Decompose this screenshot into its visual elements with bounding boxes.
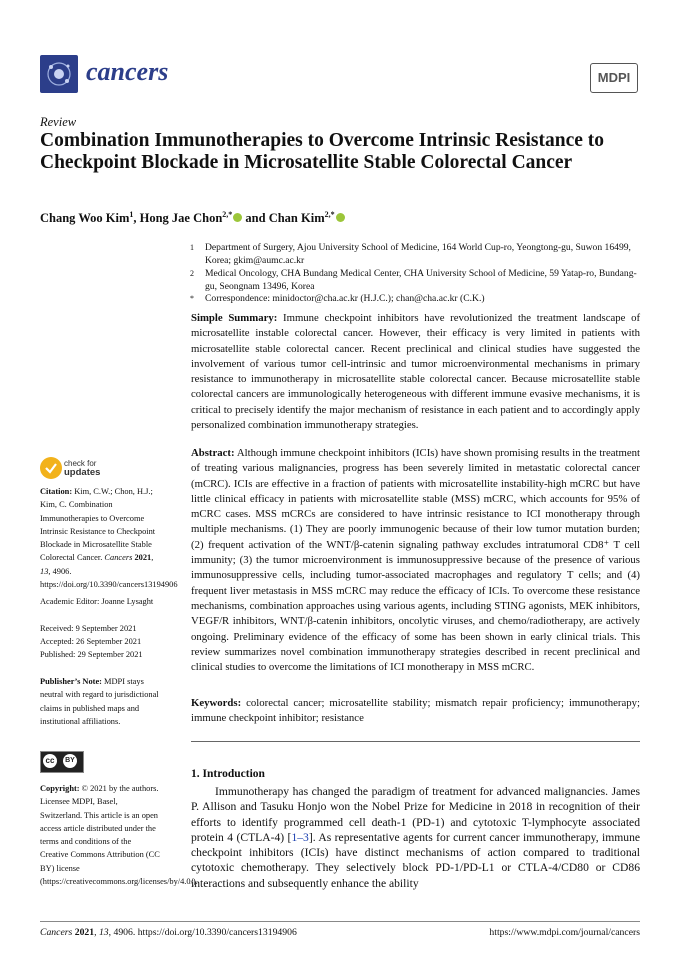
author-name: Hong Jae Chon: [139, 211, 223, 226]
published-date: Published: 29 September 2021: [40, 650, 143, 659]
footer-citation: Cancers 2021, 13, 4906. https://doi.org/10.3390/cancers13194906: [40, 927, 297, 938]
intro-paragraph: Immunotherapy has changed the paradigm of treatment for advanced malignancies. James P. Allison and Tasuku Honjo won the Nobel Prize for Medicine in 2018 in recognition of their efforts to identify programmed cell death-1 (PD-1) and cytotoxic T-lymphocyte associated protein 4 (CTLA-4) [1–3]. As representative agents for current cancer immunotherapy, immune checkpoint inhibitors (ICIs) have distinct mechanisms of action compared to traditional cytotoxic chemotherapy. They selectively block PD-1/PD-L1 or CTLA-4/CD80 or CD86 interactions and subsequently enhance the ability: [191, 785, 641, 890]
article-title: Combination Immunotherapies to Overcome Intrinsic Resistance to Checkpoint Blockade in Microsatellite Stable Colorectal Cancer: [40, 130, 605, 173]
cc-by-license-icon[interactable]: cc BY: [40, 751, 84, 773]
check-for-updates-label[interactable]: check for updates: [64, 459, 101, 478]
publisher-note: Publisher’s Note: MDPI stays neutral with regard to jurisdictional claims in published maps and institutional affiliations.: [40, 677, 159, 726]
simple-summary: Simple Summary: Immune checkpoint inhibitors have revolutionized the treatment landscape of microsatellite instable colorectal cancer. However, their efficacy is very limited in patients with microsatellite stable colorectal cancer. Recent preclinical and clinical studies have suggested the involvement of various tumor cell-intrinsic and tumor microenvironmental mechanisms in primary resistance to immunotherapy in microsatellite stable colorectal cancer. Because microsatellite stable colorectal cancers are immunologically heterogeneous with different immune evasive mechanisms, it is critical to precisely identify the major mechanism of resistance in each patient and to accordingly apply personalized combination immunotherapy strategies.: [191, 312, 641, 432]
section-heading: 1. Introduction: [191, 768, 265, 780]
citation: Citation: Kim, C.W.; Chon, H.J.; Kim, C. Combination Immunotherapies to Overcome Intrinsic Resistance to Checkpoint Blockade in Microsatellite Stable Colorectal Cancer. Cancers 2021, 13, 4906. https://doi.org/10.3390/cancers13194906: [40, 487, 178, 590]
journal-name[interactable]: cancers: [86, 57, 169, 86]
abstract: Abstract: Although immune checkpoint inhibitors (ICIs) have shown promising results in the treatment of treating various malignancies, progress has been severely limited in metastatic colorectal cancer (mCRC). ICIs are effective in a fraction of patients with microsatellite instability-high mCRC but have little clinical efficacy in patients with microsatellite stable (MSS) mCRC, which accounts for 95% of mCRC cases. MSS mCRCs are considered to have intrinsic resistance to ICI monotherapy through multiple mechanisms. (1) They are poorly immunogenic because of their low tumor mutation burden; (2) frequent activation of the WNT/β-catenin signaling pathway excludes intratumoral CD8⁺ T cell immunity; (3) the tumor microenvironment is immunosuppressive because of the presence of various immunosuppressive cells, including tumor-associated macrophages and regulatory T cells; and (4) frequent liver metastasis in MSS mCRC may reduce the efficacy of ICIs. To overcome these resistance mechanisms, combination approaches using various agents, including STING agonists, MEK inhibitors, VEGF/R inhibitors, WNT/β-catenin inhibitors, oncolytic viruses, and chemo/radiotherapy, are actively ongoing. Preliminary evidence of the efficacy of some has been shown in early clinical trials. This review summarizes novel combination immunotherapy strategies described in recent preclinical and clinical studies to overcome the limitations of ICI monotherapy in MSS mCRC.: [191, 447, 640, 674]
section-divider: [191, 741, 640, 742]
publisher-logo[interactable]: MDPI: [590, 63, 638, 93]
affiliation: 2 Medical Oncology, CHA Bundang Medical Center, CHA University School of Medicine, 59 Yatap-ro, Bundang-gu, Seongnam 13496, Korea: [190, 268, 637, 293]
journal-logo-icon: [40, 55, 78, 93]
author-list: Chang Woo Kim$^1$, Hong Jae Chon$^{2,*}$ and Chan Kim$^{2,*}$: [40, 210, 345, 226]
check-for-updates-icon[interactable]: [40, 457, 62, 479]
academic-editor: Academic Editor: Joanne Lysaght: [40, 597, 154, 606]
journal-url[interactable]: https://www.mdpi.com/journal/cancers: [489, 927, 640, 938]
copyright: Copyright: © 2021 by the authors. Licensee MDPI, Basel, Switzerland. This article is an open access article distributed under the terms and conditions of the Creative Commons Attribution (CC BY) license (https://creativecommons.org/licenses/by/4.0/).: [40, 784, 198, 887]
footer-divider: [40, 921, 640, 922]
author-name: Chan Kim: [268, 211, 325, 226]
orcid-icon[interactable]: [336, 213, 345, 222]
keywords: Keywords: colorectal cancer; microsatellite stability; mismatch repair proficiency; immunotherapy; immune checkpoint inhibitor; resistance: [191, 697, 641, 725]
orcid-icon[interactable]: [233, 213, 242, 222]
received-date: Received: 9 September 2021: [40, 624, 137, 633]
author-name: Chang Woo Kim: [40, 211, 130, 226]
accepted-date: Accepted: 26 September 2021: [40, 637, 142, 646]
reference-link[interactable]: 1–3: [291, 830, 309, 844]
article-type: Review: [40, 115, 77, 129]
correspondence: * Correspondence: minidoctor@cha.ac.kr (H.J.C.); chan@cha.ac.kr (C.K.): [190, 293, 485, 304]
affiliation: 1 Department of Surgery, Ajou University School of Medicine, 164 World Cup-ro, Yeongtong-gu, Suwon 16499, Korea; gkim@aumc.ac.kr: [190, 242, 631, 267]
